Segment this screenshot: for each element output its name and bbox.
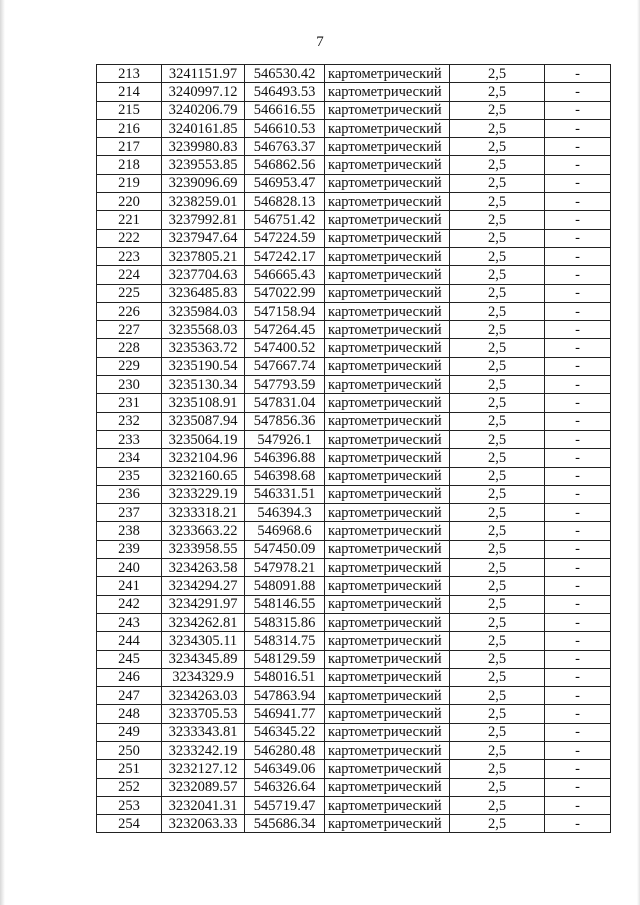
table-row <box>97 650 611 668</box>
description-cell: - <box>545 193 611 211</box>
method-cell: картометрический <box>325 815 450 833</box>
description-cell: - <box>545 668 611 686</box>
accuracy-cell: 2,5 <box>450 485 545 503</box>
table-row <box>97 559 611 577</box>
table-row <box>97 504 611 522</box>
method-cell: картометрический <box>325 449 450 467</box>
x-coordinate-cell: 3237704.63 <box>162 266 245 284</box>
y-coordinate-cell: 546331.51 <box>245 485 325 503</box>
table-row <box>97 430 611 448</box>
description-cell: - <box>545 339 611 357</box>
table-row <box>97 796 611 814</box>
y-coordinate-cell: 545719.47 <box>245 796 325 814</box>
method-cell: картометрический <box>325 595 450 613</box>
x-coordinate-cell: 3240161.85 <box>162 119 245 137</box>
x-coordinate-cell: 3234294.27 <box>162 577 245 595</box>
x-coordinate-cell: 3234305.11 <box>162 632 245 650</box>
description-cell: - <box>545 613 611 631</box>
table-row <box>97 174 611 192</box>
method-cell: картометрический <box>325 321 450 339</box>
description-cell: - <box>545 522 611 540</box>
y-coordinate-cell: 547831.04 <box>245 394 325 412</box>
description-cell: - <box>545 559 611 577</box>
x-coordinate-cell: 3235984.03 <box>162 302 245 320</box>
method-cell: картометрический <box>325 357 450 375</box>
accuracy-cell: 2,5 <box>450 119 545 137</box>
description-cell: - <box>545 577 611 595</box>
accuracy-cell: 2,5 <box>450 577 545 595</box>
accuracy-cell: 2,5 <box>450 595 545 613</box>
y-coordinate-cell: 547667.74 <box>245 357 325 375</box>
point-number-cell: 251 <box>97 760 162 778</box>
x-coordinate-cell: 3239096.69 <box>162 174 245 192</box>
point-number-cell: 226 <box>97 302 162 320</box>
accuracy-cell: 2,5 <box>450 687 545 705</box>
x-coordinate-cell: 3238259.01 <box>162 193 245 211</box>
point-number-cell: 246 <box>97 668 162 686</box>
y-coordinate-cell: 546493.53 <box>245 83 325 101</box>
point-number-cell: 240 <box>97 559 162 577</box>
description-cell: - <box>545 632 611 650</box>
table-row <box>97 266 611 284</box>
accuracy-cell: 2,5 <box>450 705 545 723</box>
point-number-cell: 217 <box>97 138 162 156</box>
accuracy-cell: 2,5 <box>450 101 545 119</box>
description-cell: - <box>545 284 611 302</box>
point-number-cell: 241 <box>97 577 162 595</box>
point-number-cell: 223 <box>97 247 162 265</box>
table-row <box>97 778 611 796</box>
description-cell: - <box>545 430 611 448</box>
table-row <box>97 376 611 394</box>
x-coordinate-cell: 3233242.19 <box>162 741 245 759</box>
description-cell: - <box>545 723 611 741</box>
method-cell: картометрический <box>325 193 450 211</box>
method-cell: картометрический <box>325 540 450 558</box>
y-coordinate-cell: 548091.88 <box>245 577 325 595</box>
method-cell: картометрический <box>325 101 450 119</box>
point-number-cell: 239 <box>97 540 162 558</box>
point-number-cell: 250 <box>97 741 162 759</box>
point-number-cell: 220 <box>97 193 162 211</box>
y-coordinate-cell: 548315.86 <box>245 613 325 631</box>
table-row <box>97 193 611 211</box>
table-row <box>97 540 611 558</box>
x-coordinate-cell: 3235363.72 <box>162 339 245 357</box>
table-row <box>97 687 611 705</box>
point-number-cell: 244 <box>97 632 162 650</box>
point-number-cell: 252 <box>97 778 162 796</box>
x-coordinate-cell: 3237947.64 <box>162 229 245 247</box>
accuracy-cell: 2,5 <box>450 430 545 448</box>
table-row <box>97 577 611 595</box>
accuracy-cell: 2,5 <box>450 321 545 339</box>
description-cell: - <box>545 485 611 503</box>
x-coordinate-cell: 3234263.58 <box>162 559 245 577</box>
method-cell: картометрический <box>325 83 450 101</box>
y-coordinate-cell: 547856.36 <box>245 412 325 430</box>
point-number-cell: 242 <box>97 595 162 613</box>
accuracy-cell: 2,5 <box>450 266 545 284</box>
method-cell: картометрический <box>325 687 450 705</box>
method-cell: картометрический <box>325 485 450 503</box>
description-cell: - <box>545 156 611 174</box>
point-number-cell: 213 <box>97 65 162 83</box>
accuracy-cell: 2,5 <box>450 284 545 302</box>
table-row <box>97 449 611 467</box>
point-number-cell: 214 <box>97 83 162 101</box>
description-cell: - <box>545 101 611 119</box>
y-coordinate-cell: 548129.59 <box>245 650 325 668</box>
table-row <box>97 156 611 174</box>
table-row <box>97 632 611 650</box>
method-cell: картометрический <box>325 156 450 174</box>
point-number-cell: 221 <box>97 211 162 229</box>
table-row <box>97 101 611 119</box>
x-coordinate-cell: 3233663.22 <box>162 522 245 540</box>
y-coordinate-cell: 546530.42 <box>245 65 325 83</box>
x-coordinate-cell: 3233343.81 <box>162 723 245 741</box>
method-cell: картометрический <box>325 467 450 485</box>
description-cell: - <box>545 504 611 522</box>
point-number-cell: 247 <box>97 687 162 705</box>
description-cell: - <box>545 741 611 759</box>
accuracy-cell: 2,5 <box>450 522 545 540</box>
table-row <box>97 138 611 156</box>
description-cell: - <box>545 376 611 394</box>
x-coordinate-cell: 3232104.96 <box>162 449 245 467</box>
y-coordinate-cell: 548146.55 <box>245 595 325 613</box>
accuracy-cell: 2,5 <box>450 83 545 101</box>
point-number-cell: 219 <box>97 174 162 192</box>
x-coordinate-cell: 3236485.83 <box>162 284 245 302</box>
accuracy-cell: 2,5 <box>450 796 545 814</box>
description-cell: - <box>545 302 611 320</box>
x-coordinate-cell: 3237992.81 <box>162 211 245 229</box>
method-cell: картометрический <box>325 559 450 577</box>
accuracy-cell: 2,5 <box>450 229 545 247</box>
description-cell: - <box>545 705 611 723</box>
point-number-cell: 232 <box>97 412 162 430</box>
accuracy-cell: 2,5 <box>450 357 545 375</box>
description-cell: - <box>545 467 611 485</box>
accuracy-cell: 2,5 <box>450 815 545 833</box>
x-coordinate-cell: 3235190.54 <box>162 357 245 375</box>
x-coordinate-cell: 3233229.19 <box>162 485 245 503</box>
y-coordinate-cell: 546349.06 <box>245 760 325 778</box>
x-coordinate-cell: 3234291.97 <box>162 595 245 613</box>
y-coordinate-cell: 547022.99 <box>245 284 325 302</box>
table-row <box>97 394 611 412</box>
accuracy-cell: 2,5 <box>450 613 545 631</box>
point-number-cell: 235 <box>97 467 162 485</box>
method-cell: картометрический <box>325 211 450 229</box>
y-coordinate-cell: 548314.75 <box>245 632 325 650</box>
accuracy-cell: 2,5 <box>450 247 545 265</box>
description-cell: - <box>545 138 611 156</box>
y-coordinate-cell: 546610.53 <box>245 119 325 137</box>
method-cell: картометрический <box>325 522 450 540</box>
description-cell: - <box>545 174 611 192</box>
method-cell: картометрический <box>325 760 450 778</box>
y-coordinate-cell: 546396.88 <box>245 449 325 467</box>
table-row <box>97 229 611 247</box>
x-coordinate-cell: 3234263.03 <box>162 687 245 705</box>
point-number-cell: 215 <box>97 101 162 119</box>
y-coordinate-cell: 547863.94 <box>245 687 325 705</box>
x-coordinate-cell: 3232041.31 <box>162 796 245 814</box>
method-cell: картометрический <box>325 577 450 595</box>
point-number-cell: 227 <box>97 321 162 339</box>
description-cell: - <box>545 650 611 668</box>
description-cell: - <box>545 687 611 705</box>
y-coordinate-cell: 546398.68 <box>245 467 325 485</box>
description-cell: - <box>545 247 611 265</box>
method-cell: картометрический <box>325 119 450 137</box>
description-cell: - <box>545 449 611 467</box>
description-cell: - <box>545 357 611 375</box>
table-row <box>97 668 611 686</box>
accuracy-cell: 2,5 <box>450 156 545 174</box>
y-coordinate-cell: 546862.56 <box>245 156 325 174</box>
x-coordinate-cell: 3232089.57 <box>162 778 245 796</box>
y-coordinate-cell: 546751.42 <box>245 211 325 229</box>
description-cell: - <box>545 83 611 101</box>
accuracy-cell: 2,5 <box>450 723 545 741</box>
accuracy-cell: 2,5 <box>450 339 545 357</box>
y-coordinate-cell: 547926.1 <box>245 430 325 448</box>
y-coordinate-cell: 546394.3 <box>245 504 325 522</box>
table-row <box>97 595 611 613</box>
y-coordinate-cell: 546345.22 <box>245 723 325 741</box>
description-cell: - <box>545 760 611 778</box>
x-coordinate-cell: 3240206.79 <box>162 101 245 119</box>
y-coordinate-cell: 547450.09 <box>245 540 325 558</box>
x-coordinate-cell: 3234262.81 <box>162 613 245 631</box>
y-coordinate-cell: 546763.37 <box>245 138 325 156</box>
description-cell: - <box>545 65 611 83</box>
accuracy-cell: 2,5 <box>450 668 545 686</box>
coordinates-table-body <box>97 65 611 833</box>
accuracy-cell: 2,5 <box>450 174 545 192</box>
table-row <box>97 485 611 503</box>
table-row <box>97 412 611 430</box>
y-coordinate-cell: 547158.94 <box>245 302 325 320</box>
point-number-cell: 234 <box>97 449 162 467</box>
table-row <box>97 339 611 357</box>
y-coordinate-cell: 546968.6 <box>245 522 325 540</box>
accuracy-cell: 2,5 <box>450 302 545 320</box>
accuracy-cell: 2,5 <box>450 449 545 467</box>
y-coordinate-cell: 547793.59 <box>245 376 325 394</box>
description-cell: - <box>545 778 611 796</box>
x-coordinate-cell: 3232160.65 <box>162 467 245 485</box>
y-coordinate-cell: 546828.13 <box>245 193 325 211</box>
y-coordinate-cell: 546941.77 <box>245 705 325 723</box>
y-coordinate-cell: 547400.52 <box>245 339 325 357</box>
description-cell: - <box>545 266 611 284</box>
y-coordinate-cell: 547224.59 <box>245 229 325 247</box>
table-row <box>97 723 611 741</box>
method-cell: картометрический <box>325 430 450 448</box>
y-coordinate-cell: 547242.17 <box>245 247 325 265</box>
method-cell: картометрический <box>325 65 450 83</box>
description-cell: - <box>545 119 611 137</box>
x-coordinate-cell: 3232063.33 <box>162 815 245 833</box>
point-number-cell: 225 <box>97 284 162 302</box>
y-coordinate-cell: 546326.64 <box>245 778 325 796</box>
method-cell: картометрический <box>325 394 450 412</box>
x-coordinate-cell: 3239980.83 <box>162 138 245 156</box>
description-cell: - <box>545 815 611 833</box>
point-number-cell: 218 <box>97 156 162 174</box>
x-coordinate-cell: 3235108.91 <box>162 394 245 412</box>
method-cell: картометрический <box>325 339 450 357</box>
point-number-cell: 253 <box>97 796 162 814</box>
x-coordinate-cell: 3235568.03 <box>162 321 245 339</box>
description-cell: - <box>545 321 611 339</box>
x-coordinate-cell: 3235087.94 <box>162 412 245 430</box>
table-row <box>97 321 611 339</box>
accuracy-cell: 2,5 <box>450 540 545 558</box>
description-cell: - <box>545 412 611 430</box>
method-cell: картометрический <box>325 741 450 759</box>
y-coordinate-cell: 547978.21 <box>245 559 325 577</box>
table-row <box>97 760 611 778</box>
description-cell: - <box>545 229 611 247</box>
description-cell: - <box>545 540 611 558</box>
method-cell: картометрический <box>325 613 450 631</box>
x-coordinate-cell: 3234345.89 <box>162 650 245 668</box>
table-row <box>97 119 611 137</box>
x-coordinate-cell: 3232127.12 <box>162 760 245 778</box>
table-row <box>97 284 611 302</box>
x-coordinate-cell: 3233958.55 <box>162 540 245 558</box>
accuracy-cell: 2,5 <box>450 193 545 211</box>
method-cell: картометрический <box>325 504 450 522</box>
x-coordinate-cell: 3240997.12 <box>162 83 245 101</box>
y-coordinate-cell: 548016.51 <box>245 668 325 686</box>
x-coordinate-cell: 3235130.34 <box>162 376 245 394</box>
point-number-cell: 229 <box>97 357 162 375</box>
method-cell: картометрический <box>325 247 450 265</box>
table-row <box>97 741 611 759</box>
description-cell: - <box>545 595 611 613</box>
method-cell: картометрический <box>325 723 450 741</box>
y-coordinate-cell: 546665.43 <box>245 266 325 284</box>
accuracy-cell: 2,5 <box>450 650 545 668</box>
point-number-cell: 224 <box>97 266 162 284</box>
point-number-cell: 254 <box>97 815 162 833</box>
y-coordinate-cell: 545686.34 <box>245 815 325 833</box>
accuracy-cell: 2,5 <box>450 741 545 759</box>
page-number: 7 <box>316 34 324 50</box>
x-coordinate-cell: 3237805.21 <box>162 247 245 265</box>
x-coordinate-cell: 3233705.53 <box>162 705 245 723</box>
accuracy-cell: 2,5 <box>450 65 545 83</box>
table-row <box>97 302 611 320</box>
accuracy-cell: 2,5 <box>450 467 545 485</box>
point-number-cell: 230 <box>97 376 162 394</box>
point-number-cell: 216 <box>97 119 162 137</box>
method-cell: картометрический <box>325 284 450 302</box>
accuracy-cell: 2,5 <box>450 211 545 229</box>
point-number-cell: 237 <box>97 504 162 522</box>
method-cell: картометрический <box>325 138 450 156</box>
description-cell: - <box>545 394 611 412</box>
point-number-cell: 233 <box>97 430 162 448</box>
table-row <box>97 65 611 83</box>
y-coordinate-cell: 547264.45 <box>245 321 325 339</box>
accuracy-cell: 2,5 <box>450 778 545 796</box>
description-cell: - <box>545 211 611 229</box>
method-cell: картометрический <box>325 796 450 814</box>
point-number-cell: 222 <box>97 229 162 247</box>
coordinates-table <box>96 64 611 833</box>
point-number-cell: 236 <box>97 485 162 503</box>
table-row <box>97 705 611 723</box>
point-number-cell: 245 <box>97 650 162 668</box>
method-cell: картометрический <box>325 376 450 394</box>
table-row <box>97 357 611 375</box>
method-cell: картометрический <box>325 705 450 723</box>
accuracy-cell: 2,5 <box>450 559 545 577</box>
accuracy-cell: 2,5 <box>450 504 545 522</box>
point-number-cell: 231 <box>97 394 162 412</box>
accuracy-cell: 2,5 <box>450 412 545 430</box>
point-number-cell: 238 <box>97 522 162 540</box>
x-coordinate-cell: 3234329.9 <box>162 668 245 686</box>
table-row <box>97 522 611 540</box>
accuracy-cell: 2,5 <box>450 394 545 412</box>
y-coordinate-cell: 546953.47 <box>245 174 325 192</box>
accuracy-cell: 2,5 <box>450 376 545 394</box>
table-row <box>97 815 611 833</box>
method-cell: картометрический <box>325 632 450 650</box>
point-number-cell: 243 <box>97 613 162 631</box>
description-cell: - <box>545 796 611 814</box>
method-cell: картометрический <box>325 229 450 247</box>
table-row <box>97 247 611 265</box>
table-row <box>97 613 611 631</box>
scan-edge-left <box>0 0 5 905</box>
method-cell: картометрический <box>325 668 450 686</box>
y-coordinate-cell: 546616.55 <box>245 101 325 119</box>
point-number-cell: 249 <box>97 723 162 741</box>
accuracy-cell: 2,5 <box>450 760 545 778</box>
table-row <box>97 211 611 229</box>
method-cell: картометрический <box>325 412 450 430</box>
x-coordinate-cell: 3241151.97 <box>162 65 245 83</box>
method-cell: картометрический <box>325 174 450 192</box>
method-cell: картометрический <box>325 778 450 796</box>
point-number-cell: 248 <box>97 705 162 723</box>
method-cell: картометрический <box>325 266 450 284</box>
table-row <box>97 83 611 101</box>
method-cell: картометрический <box>325 302 450 320</box>
table-row <box>97 467 611 485</box>
x-coordinate-cell: 3235064.19 <box>162 430 245 448</box>
point-number-cell: 228 <box>97 339 162 357</box>
y-coordinate-cell: 546280.48 <box>245 741 325 759</box>
accuracy-cell: 2,5 <box>450 138 545 156</box>
x-coordinate-cell: 3239553.85 <box>162 156 245 174</box>
accuracy-cell: 2,5 <box>450 632 545 650</box>
method-cell: картометрический <box>325 650 450 668</box>
x-coordinate-cell: 3233318.21 <box>162 504 245 522</box>
